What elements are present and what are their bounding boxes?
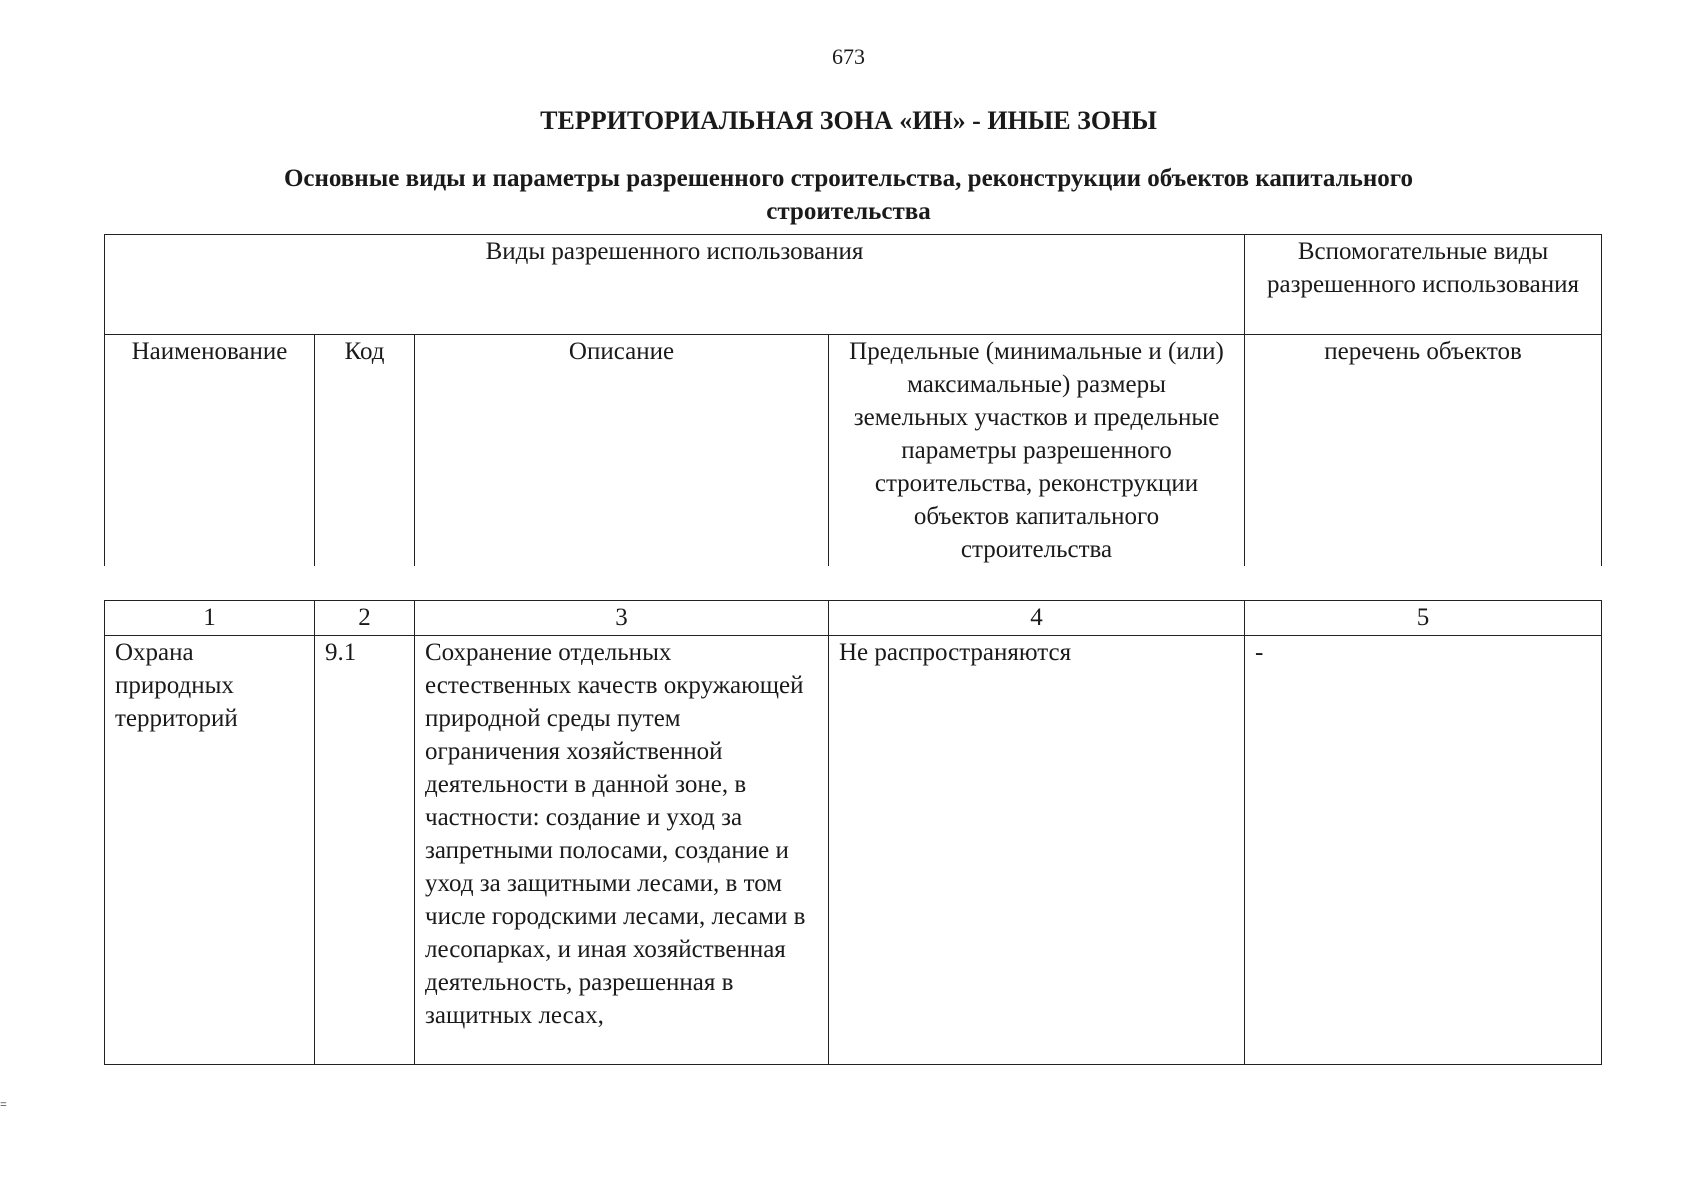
cell-objects: - (1245, 636, 1602, 1065)
header-col-limits: Предельные (минимальные и (или) максимальные) размеры земельных участков и предельные параметры разрешенного строительства, реконструкции объектов капитального строительства (829, 335, 1245, 567)
column-number: 3 (415, 601, 829, 636)
header-table (104, 234, 1602, 566)
column-number: 2 (315, 601, 415, 636)
header-col-objects: перечень объектов (1245, 335, 1602, 567)
cell-code: 9.1 (315, 636, 415, 1065)
section-title: Основные виды и параметры разрешенного строительства, реконструкции объектов капитального строительства (283, 165, 1414, 225)
header-col-name: Наименование (105, 335, 315, 567)
column-number: 4 (829, 601, 1245, 636)
data-table (104, 600, 1602, 1065)
header-group-aux: Вспомогательные виды разрешенного использования (1245, 235, 1602, 335)
header-col-code: Код (315, 335, 415, 567)
column-number-row (105, 601, 1602, 636)
cell-description: Сохранение отдельных естественных качеств окружающей природной среды путем ограничения хозяйственной деятельности в данной зоне, в частности: создание и уход за запретными полосами, создание и уход за защитными лесами, в том числе городскими лесами, лесами в лесопарках, и иная хозяйственная деятельность, разрешенная в защитных лесах, (415, 636, 829, 1065)
table-row (105, 636, 1602, 1065)
column-number: 1 (105, 601, 315, 636)
page-number: 673 (832, 44, 865, 69)
corner-mark: = (0, 1097, 7, 1111)
zone-title: ТЕРРИТОРИАЛЬНАЯ ЗОНА «ИН» - ИНЫЕ ЗОНЫ (540, 106, 1157, 135)
header-col-description: Описание (415, 335, 829, 567)
cell-name: Охрана природных территорий (105, 636, 315, 1065)
cell-limits: Не распространяются (829, 636, 1245, 1065)
column-number: 5 (1245, 601, 1602, 636)
header-group-main: Виды разрешенного использования (105, 235, 1245, 335)
